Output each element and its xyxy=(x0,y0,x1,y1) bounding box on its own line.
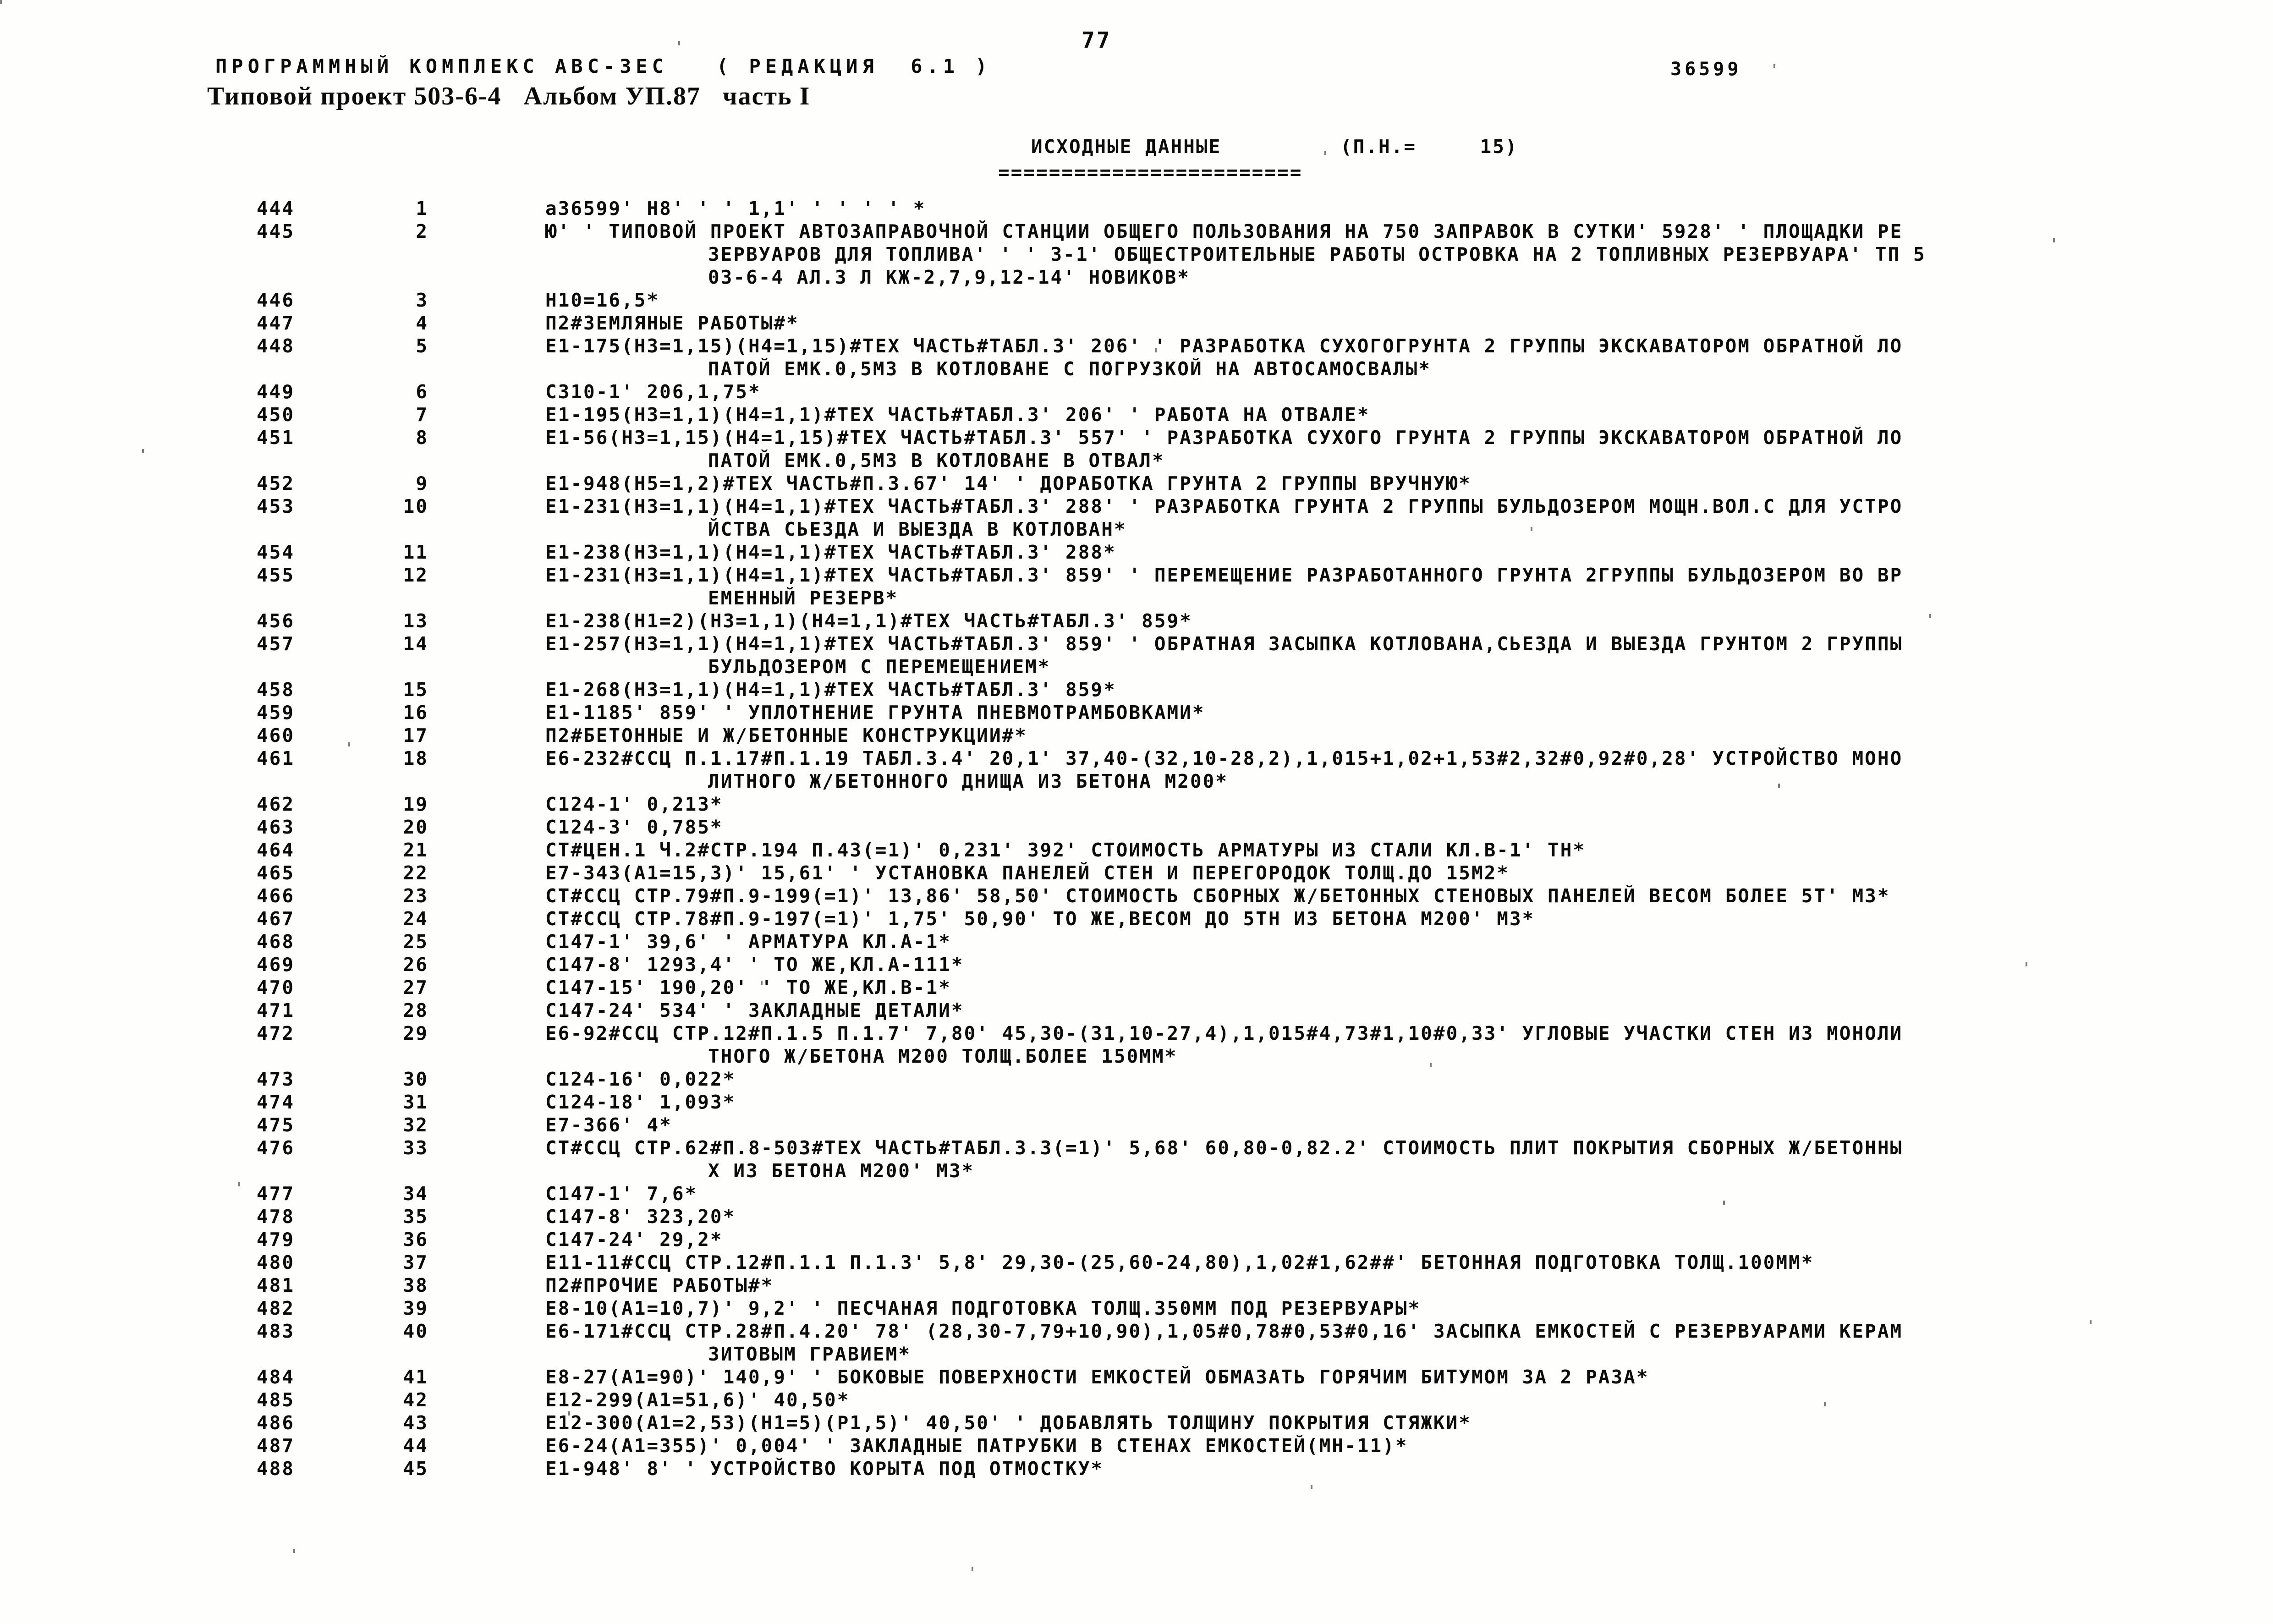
line-text: П2#БЕТОННЫЕ И Ж/БЕТОННЫЕ КОНСТРУКЦИИ#* xyxy=(545,724,1027,746)
line-number: 461 xyxy=(257,747,295,769)
source-line xyxy=(257,564,1926,587)
sequence-number: 4 xyxy=(416,312,428,334)
source-line xyxy=(257,1228,1926,1251)
source-line xyxy=(257,518,1926,541)
line-number: 463 xyxy=(257,816,295,838)
source-line xyxy=(257,357,1926,380)
sequence-number: 41 xyxy=(403,1366,428,1388)
sequence-number: 28 xyxy=(403,999,428,1021)
line-number: 465 xyxy=(257,862,295,884)
sequence-number: 1 xyxy=(416,198,428,219)
sequence-number: 21 xyxy=(403,839,428,861)
source-line xyxy=(257,243,1926,266)
sequence-number: 33 xyxy=(403,1137,428,1159)
sequence-number: 2 xyxy=(416,220,428,242)
line-text: Е1-195(Н3=1,1)(Н4=1,1)#ТЕХ ЧАСТЬ#ТАБЛ.3' 206' ' РАБОТА НА ОТВАЛЕ* xyxy=(545,404,1370,426)
line-text: С124-1' 0,213* xyxy=(545,793,723,815)
line-text-continuation: БУЛЬДОЗЕРОМ С ПЕРЕМЕЩЕНИЕМ* xyxy=(708,656,1051,678)
page-number: 77 xyxy=(1082,27,1112,53)
line-number: 453 xyxy=(257,495,295,517)
line-text: Е1-268(Н3=1,1)(Н4=1,1)#ТЕХ ЧАСТЬ#ТАБЛ.3' 859* xyxy=(545,679,1116,701)
source-line xyxy=(257,976,1926,999)
sequence-number: 32 xyxy=(403,1114,428,1136)
sequence-number: 27 xyxy=(403,977,428,999)
line-text-continuation: Х ИЗ БЕТОНА М200' М3* xyxy=(708,1160,975,1182)
source-line xyxy=(257,1205,1926,1228)
line-text: Е1-1185' 859' ' УПЛОТНЕНИЕ ГРУНТА ПНЕВМОТРАМБОВКАМИ* xyxy=(545,702,1205,724)
line-number: 480 xyxy=(257,1251,295,1273)
line-number: 474 xyxy=(257,1091,295,1113)
program-header: ПРОГРАММНЫЙ КОМПЛЕКС АВС-3ЕС ( РЕДАКЦИЯ 6.1 ) xyxy=(215,55,992,77)
line-number: 478 xyxy=(257,1206,295,1228)
source-line xyxy=(257,335,1926,357)
line-number: 458 xyxy=(257,679,295,701)
sequence-number: 11 xyxy=(403,541,428,563)
line-number: 487 xyxy=(257,1435,295,1457)
line-number: 479 xyxy=(257,1229,295,1251)
sequence-number: 43 xyxy=(403,1412,428,1434)
source-line xyxy=(257,701,1926,724)
source-line xyxy=(257,1091,1926,1114)
line-number: 462 xyxy=(257,793,295,815)
source-line xyxy=(257,403,1926,426)
line-text: С124-16' 0,022* xyxy=(545,1068,736,1090)
sequence-number: 14 xyxy=(403,633,428,655)
source-line xyxy=(257,495,1926,518)
source-line xyxy=(257,1343,1926,1366)
sequence-number: 37 xyxy=(403,1251,428,1273)
line-text: СТ#ЦЕН.1 Ч.2#СТР.194 П.43(=1)' 0,231' 392' СТОИМОСТЬ АРМАТУРЫ ИЗ СТАЛИ КЛ.В-1' ТН* xyxy=(545,839,1586,861)
line-text: Е1-175(Н3=1,15)(Н4=1,15)#ТЕХ ЧАСТЬ#ТАБЛ.3' 206' ' РАЗРАБОТКА СУХОГОГРУНТА 2 ГРУППЫ ЭКСКАВАТОРОМ ОБРАТНОЙ ЛО xyxy=(545,335,1903,357)
sequence-number: 15 xyxy=(403,679,428,701)
source-line xyxy=(257,609,1926,632)
source-line xyxy=(257,380,1926,403)
line-text-continuation: ЗИТОВЫМ ГРАВИЕМ* xyxy=(708,1343,911,1365)
source-line xyxy=(257,1388,1926,1411)
source-line xyxy=(257,884,1926,907)
line-text: Е6-24(А1=355)' 0,004' ' ЗАКЛАДНЫЕ ПАТРУБКИ В СТЕНАХ ЕМКОСТЕЙ(МН-11)* xyxy=(545,1435,1408,1457)
line-number: 449 xyxy=(257,381,295,403)
source-line xyxy=(257,793,1926,816)
sequence-number: 18 xyxy=(403,747,428,769)
line-text: Е8-10(А1=10,7)' 9,2' ' ПЕСЧАНАЯ ПОДГОТОВКА ТОЛЩ.350ММ ПОД РЕЗЕРВУАРЫ* xyxy=(545,1297,1421,1319)
source-line xyxy=(257,747,1926,770)
sequence-number: 13 xyxy=(403,610,428,632)
line-number: 473 xyxy=(257,1068,295,1090)
source-line xyxy=(257,1297,1926,1320)
line-text-continuation: ЕМЕННЫЙ РЕЗЕРВ* xyxy=(708,587,899,609)
line-text: Е1-231(Н3=1,1)(Н4=1,1)#ТЕХ ЧАСТЬ#ТАБЛ.3' 288' ' РАЗРАБОТКА ГРУНТА 2 ГРУППЫ БУЛЬДОЗЕРОМ МОЩН.ВОЛ.С ДЛЯ УСТРО xyxy=(545,495,1903,517)
line-text-continuation: ТНОГО Ж/БЕТОНА М200 ТОЛЩ.БОЛЕЕ 150ММ* xyxy=(708,1045,1178,1067)
sequence-number: 40 xyxy=(403,1320,428,1342)
line-number: 464 xyxy=(257,839,295,861)
source-line xyxy=(257,312,1926,335)
source-line xyxy=(257,724,1926,747)
sequence-number: 17 xyxy=(403,724,428,746)
source-line xyxy=(257,1159,1926,1182)
line-text: Е6-232#ССЦ П.1.17#П.1.19 ТАБЛ.3.4' 20,1' 37,40-(32,10-28,2),1,015+1,02+1,53#2,32#0,92#0,28' УСТРОЙСТВО МОНО xyxy=(545,747,1903,769)
sequence-number: 23 xyxy=(403,885,428,907)
line-number: 459 xyxy=(257,702,295,724)
line-number: 467 xyxy=(257,908,295,930)
source-line xyxy=(257,587,1926,609)
line-text: Е1-257(Н3=1,1)(Н4=1,1)#ТЕХ ЧАСТЬ#ТАБЛ.3' 859' ' ОБРАТНАЯ ЗАСЫПКА КОТЛОВАНА,СЬЕЗДА И ВЫЕЗДА ГРУНТОМ 2 ГРУППЫ xyxy=(545,633,1903,655)
source-line xyxy=(257,1182,1926,1205)
line-text: С147-24' 29,2* xyxy=(545,1229,723,1251)
line-text: С147-1' 39,6' ' АРМАТУРА КЛ.А-1* xyxy=(545,931,951,953)
sequence-number: 8 xyxy=(416,427,428,449)
line-number: 471 xyxy=(257,999,295,1021)
line-number: 488 xyxy=(257,1458,295,1480)
line-text-continuation: ПАТОЙ ЕМК.0,5М3 В КОТЛОВАНЕ С ПОГРУЗКОЙ НА АВТОСАМОСВАЛЫ* xyxy=(708,358,1431,380)
source-line xyxy=(257,861,1926,884)
line-number: 452 xyxy=(257,472,295,494)
line-text: Е6-171#ССЦ СТР.28#П.4.20' 78' (28,30-7,79+10,90),1,05#0,78#0,53#0,16' ЗАСЫПКА ЕМКОСТЕЙ С РЕЗЕРВУАРАМИ КЕРАМ xyxy=(545,1320,1903,1342)
line-number: 483 xyxy=(257,1320,295,1342)
source-line xyxy=(257,1136,1926,1159)
source-line xyxy=(257,1114,1926,1136)
line-text: Е1-948(Н5=1,2)#ТЕХ ЧАСТЬ#П.3.67' 14' ' ДОРАБОТКА ГРУНТА 2 ГРУППЫ ВРУЧНУЮ* xyxy=(545,472,1471,494)
line-number: 468 xyxy=(257,931,295,953)
line-text: С147-1' 7,6* xyxy=(545,1183,698,1205)
line-number: 466 xyxy=(257,885,295,907)
line-number: 445 xyxy=(257,220,295,242)
source-line xyxy=(257,449,1926,472)
line-number: 457 xyxy=(257,633,295,655)
scan-noise xyxy=(0,0,2,4)
source-line xyxy=(257,1320,1926,1343)
line-text: С147-24' 534' ' ЗАКЛАДНЫЕ ДЕТАЛИ* xyxy=(545,999,964,1021)
line-number: 475 xyxy=(257,1114,295,1136)
line-number: 482 xyxy=(257,1297,295,1319)
line-text: Е1-238(Н3=1,1)(Н4=1,1)#ТЕХ ЧАСТЬ#ТАБЛ.3' 288* xyxy=(545,541,1116,563)
line-text: Е1-231(Н3=1,1)(Н4=1,1)#ТЕХ ЧАСТЬ#ТАБЛ.3' 859' ' ПЕРЕМЕЩЕНИЕ РАЗРАБОТАННОГО ГРУНТА 2ГРУППЫ БУЛЬДОЗЕРОМ ВО ВР xyxy=(545,564,1903,586)
line-text: СТ#ССЦ СТР.79#П.9-199(=1)' 13,86' 58,50' СТОИМОСТЬ СБОРНЫХ Ж/БЕТОННЫХ СТЕНОВЫХ ПАНЕЛЕЙ ВЕСОМ БОЛЕЕ 5Т' М3* xyxy=(545,885,1890,907)
sequence-number: 36 xyxy=(403,1229,428,1251)
line-text: СТ#ССЦ СТР.62#П.8-503#ТЕХ ЧАСТЬ#ТАБЛ.3.3(=1)' 5,68' 60,80-0,82.2' СТОИМОСТЬ ПЛИТ ПОКРЫТИЯ СБОРНЫХ Ж/БЕТОННЫ xyxy=(545,1137,1903,1159)
sequence-number: 30 xyxy=(403,1068,428,1090)
line-number: 485 xyxy=(257,1389,295,1411)
line-number: 472 xyxy=(257,1022,295,1044)
line-text: а36599' Н8' ' ' 1,1' ' ' ' ' * xyxy=(545,198,926,219)
sequence-number: 44 xyxy=(403,1435,428,1457)
line-text: Е1-948' 8' ' УСТРОЙСТВО КОРЫТА ПОД ОТМОСТКУ* xyxy=(545,1458,1104,1480)
sequence-number: 20 xyxy=(403,816,428,838)
line-number: 456 xyxy=(257,610,295,632)
source-line xyxy=(257,289,1926,312)
line-text: Е1-238(Н1=2)(Н3=1,1)(Н4=1,1)#ТЕХ ЧАСТЬ#ТАБЛ.3' 859* xyxy=(545,610,1192,632)
sequence-number: 7 xyxy=(416,404,428,426)
line-number: 469 xyxy=(257,954,295,976)
source-line xyxy=(257,999,1926,1022)
line-number: 451 xyxy=(257,427,295,449)
source-line xyxy=(257,541,1926,564)
line-text: С147-15' 190,20' ' ТО ЖЕ,КЛ.В-1* xyxy=(545,977,951,999)
line-text: Н10=16,5* xyxy=(545,289,660,311)
line-text-continuation: ЛИТНОГО Ж/БЕТОННОГО ДНИЩА ИЗ БЕТОНА М200* xyxy=(708,770,1229,792)
sequence-number: 10 xyxy=(403,495,428,517)
source-line xyxy=(257,953,1926,976)
line-number: 476 xyxy=(257,1137,295,1159)
line-number: 444 xyxy=(257,198,295,219)
sequence-number: 24 xyxy=(403,908,428,930)
line-number: 450 xyxy=(257,404,295,426)
line-number: 477 xyxy=(257,1183,295,1205)
source-line xyxy=(257,930,1926,953)
sequence-number: 9 xyxy=(416,472,428,494)
source-line xyxy=(257,655,1926,678)
sequence-number: 35 xyxy=(403,1206,428,1228)
line-text: С147-8' 1293,4' ' ТО ЖЕ,КЛ.А-111* xyxy=(545,954,964,976)
source-line xyxy=(257,678,1926,701)
line-text: С147-8' 323,20* xyxy=(545,1206,736,1228)
line-text: Е12-299(А1=51,6)' 40,50* xyxy=(545,1389,850,1411)
source-line xyxy=(257,839,1926,861)
line-text: СТ#ССЦ СТР.78#П.9-197(=1)' 1,75' 50,90' ТО ЖЕ,ВЕСОМ ДО 5ТН ИЗ БЕТОНА М200' М3* xyxy=(545,908,1535,930)
section-pn-value: (П.Н.= 15) xyxy=(1340,136,1518,158)
sequence-number: 26 xyxy=(403,954,428,976)
source-line xyxy=(257,816,1926,839)
line-text-continuation: ЙСТВА СЬЕЗДА И ВЫЕЗДА В КОТЛОВАН* xyxy=(708,518,1127,540)
project-stamp: Типовой проект 503-6-4 Альбом УП.87 часть I xyxy=(207,82,811,110)
line-text: С124-18' 1,093* xyxy=(545,1091,736,1113)
source-line xyxy=(257,907,1926,930)
section-underline: ======================== xyxy=(998,161,1303,183)
source-line xyxy=(257,632,1926,655)
sequence-number: 19 xyxy=(403,793,428,815)
sequence-number: 3 xyxy=(416,289,428,311)
line-text: Ю' ' ТИПОВОЙ ПРОЕКТ АВТОЗАПРАВОЧНОЙ СТАНЦИИ ОБЩЕГО ПОЛЬЗОВАНИЯ НА 750 ЗАПРАВОК В СУТКИ' 5928' ' ПЛОЩАДКИ РЕ xyxy=(545,220,1903,242)
source-line xyxy=(257,1045,1926,1068)
line-text: П2#ЗЕМЛЯНЫЕ РАБОТЫ#* xyxy=(545,312,799,334)
source-line xyxy=(257,1251,1926,1274)
line-number: 448 xyxy=(257,335,295,357)
line-number: 460 xyxy=(257,724,295,746)
source-line xyxy=(257,770,1926,793)
line-text: С310-1' 206,1,75* xyxy=(545,381,761,403)
source-line xyxy=(257,220,1926,243)
line-text-continuation: ПАТОЙ ЕМК.0,5М3 В КОТЛОВАНЕ В ОТВАЛ* xyxy=(708,450,1165,472)
line-number: 455 xyxy=(257,564,295,586)
sequence-number: 16 xyxy=(403,702,428,724)
sequence-number: 39 xyxy=(403,1297,428,1319)
section-title: ИСХОДНЫЕ ДАННЫЕ xyxy=(1031,136,1222,158)
line-text: Е12-300(А1=2,53)(Н1=5)(Р1,5)' 40,50' ' ДОБАВЛЯТЬ ТОЛЩИНУ ПОКРЫТИЯ СТЯЖКИ* xyxy=(545,1412,1471,1434)
source-line xyxy=(257,1068,1926,1091)
line-text: П2#ПРОЧИЕ РАБОТЫ#* xyxy=(545,1274,774,1296)
line-number: 454 xyxy=(257,541,295,563)
sequence-number: 22 xyxy=(403,862,428,884)
document-number: 36599 xyxy=(1670,59,1742,80)
source-line xyxy=(257,472,1926,495)
source-line xyxy=(257,1366,1926,1388)
source-line xyxy=(257,1457,1926,1480)
sequence-number: 5 xyxy=(416,335,428,357)
line-text: Е7-343(А1=15,3)' 15,61' ' УСТАНОВКА ПАНЕЛЕЙ СТЕН И ПЕРЕГОРОДОК ТОЛЩ.ДО 15М2* xyxy=(545,862,1510,884)
rows xyxy=(257,197,1926,1480)
line-number: 470 xyxy=(257,977,295,999)
sequence-number: 29 xyxy=(403,1022,428,1044)
line-number: 481 xyxy=(257,1274,295,1296)
sequence-number: 42 xyxy=(403,1389,428,1411)
source-line xyxy=(257,1274,1926,1297)
source-line xyxy=(257,1434,1926,1457)
sequence-number: 34 xyxy=(403,1183,428,1205)
line-number: 484 xyxy=(257,1366,295,1388)
line-text-continuation: 03-6-4 АЛ.3 Л КЖ-2,7,9,12-14' НОВИКОВ* xyxy=(708,266,1190,288)
line-text: Е7-366' 4* xyxy=(545,1114,672,1136)
source-line xyxy=(257,1022,1926,1045)
source-line xyxy=(257,1411,1926,1434)
line-text: Е8-27(А1=90)' 140,9' ' БОКОВЫЕ ПОВЕРХНОСТИ ЕМКОСТЕЙ ОБМАЗАТЬ ГОРЯЧИМ БИТУМОМ ЗА 2 РАЗА* xyxy=(545,1366,1649,1388)
sequence-number: 25 xyxy=(403,931,428,953)
line-text: С124-3' 0,785* xyxy=(545,816,723,838)
source-line xyxy=(257,197,1926,220)
sequence-number: 31 xyxy=(403,1091,428,1113)
line-number: 447 xyxy=(257,312,295,334)
sequence-number: 38 xyxy=(403,1274,428,1296)
line-number: 446 xyxy=(257,289,295,311)
source-line xyxy=(257,266,1926,289)
source-line xyxy=(257,426,1926,449)
sequence-number: 45 xyxy=(403,1458,428,1480)
sequence-number: 6 xyxy=(416,381,428,403)
line-text-continuation: ЗЕРВУАРОВ ДЛЯ ТОПЛИВА' ' ' 3-1' ОБЩЕСТРОИТЕЛЬНЫЕ РАБОТЫ ОСТРОВКА НА 2 ТОПЛИВНЫХ РЕЗЕРВУАРА' ТП 5 xyxy=(708,243,1926,265)
line-number: 486 xyxy=(257,1412,295,1434)
line-text: Е1-56(Н3=1,15)(Н4=1,15)#ТЕХ ЧАСТЬ#ТАБЛ.3' 557' ' РАЗРАБОТКА СУХОГО ГРУНТА 2 ГРУППЫ ЭКСКАВАТОРОМ ОБРАТНОЙ ЛО xyxy=(545,427,1903,449)
line-text: Е11-11#ССЦ СТР.12#П.1.1 П.1.3' 5,8' 29,30-(25,60-24,80),1,02#1,62##' БЕТОННАЯ ПОДГОТОВКА ТОЛЩ.100ММ* xyxy=(545,1251,1814,1273)
sequence-number: 12 xyxy=(403,564,428,586)
line-text: Е6-92#ССЦ СТР.12#П.1.5 П.1.7' 7,80' 45,30-(31,10-27,4),1,015#4,73#1,10#0,33' УГЛОВЫЕ УЧАСТКИ СТЕН ИЗ МОНОЛИ xyxy=(545,1022,1903,1044)
